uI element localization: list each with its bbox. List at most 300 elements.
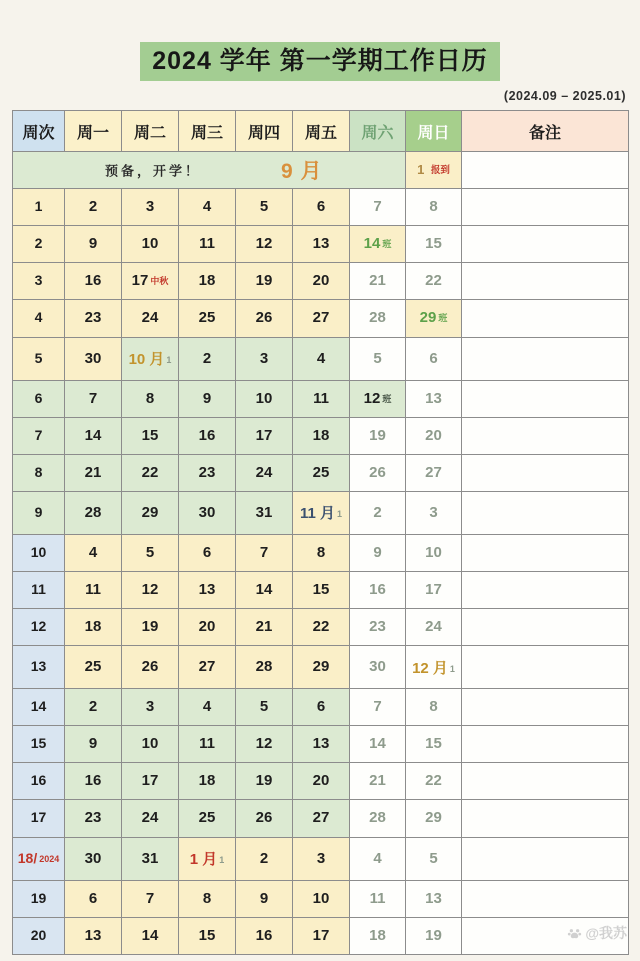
september-prep-note: 预备，开学！ <box>105 163 202 179</box>
header-friday: 周五 <box>293 111 350 152</box>
day-cell <box>65 837 122 880</box>
week-row-6 <box>13 380 629 417</box>
day-cell <box>236 917 293 954</box>
day-cell <box>179 800 236 837</box>
day-cell <box>406 534 462 571</box>
week-number-cell <box>13 337 65 380</box>
day-cell <box>350 689 406 726</box>
day-cell <box>122 534 179 571</box>
day-number: 2 <box>202 349 212 367</box>
day-cell <box>179 689 236 726</box>
remarks-cell <box>462 689 629 726</box>
day-number: 7 <box>88 389 98 407</box>
day-number: 12 月 <box>412 659 448 677</box>
day-number: 20 <box>425 426 442 444</box>
day-number: 19 <box>141 618 159 636</box>
day-cell <box>122 300 179 337</box>
day-cell <box>350 189 406 226</box>
day-number: 9 <box>259 889 269 907</box>
week-number: 16 <box>30 772 47 789</box>
day-cell <box>406 263 462 300</box>
day-cell <box>350 646 406 689</box>
day-cell <box>65 726 122 763</box>
day-cell <box>179 880 236 917</box>
day-number: 13 <box>312 235 330 253</box>
week-number: 9 <box>34 503 43 520</box>
day-cell <box>406 491 462 534</box>
day-number: 11 <box>85 580 101 598</box>
week-number: 2 <box>34 235 43 252</box>
remarks-cell <box>462 337 629 380</box>
day-cell <box>122 380 179 417</box>
header-thursday: 周四 <box>236 111 293 152</box>
day-cell <box>293 454 350 491</box>
day-number: 26 <box>141 658 159 676</box>
day-annotation: 1 <box>449 663 455 674</box>
day-cell <box>350 491 406 534</box>
week-number: 13 <box>30 658 47 675</box>
day-cell <box>179 337 236 380</box>
week-number: 17 <box>30 809 47 826</box>
day-cell <box>293 380 350 417</box>
day-cell <box>406 300 462 337</box>
remarks-cell <box>462 380 629 417</box>
day-cell <box>293 880 350 917</box>
watermark-text: @我苏 <box>585 925 627 941</box>
day-number: 17 <box>131 272 149 290</box>
day-cell <box>179 646 236 689</box>
day-cell <box>122 880 179 917</box>
day-number: 7 <box>145 889 155 907</box>
day-number: 16 <box>84 272 102 290</box>
day-annotation: 班 <box>438 313 448 324</box>
day-number: 18 <box>312 426 330 444</box>
day-cell <box>350 800 406 837</box>
day-cell <box>236 763 293 800</box>
day-cell <box>122 263 179 300</box>
week-number: 7 <box>34 426 43 443</box>
day-cell <box>293 337 350 380</box>
day-cell <box>293 417 350 454</box>
day-cell <box>350 226 406 263</box>
week-row-1 <box>13 189 629 226</box>
day-cell <box>179 226 236 263</box>
day-cell <box>236 417 293 454</box>
week-row-19 <box>13 880 629 917</box>
day-number: 24 <box>141 809 159 827</box>
day-cell <box>350 380 406 417</box>
header-week-number: 周次 <box>13 111 65 152</box>
header-remarks: 备注 <box>462 111 629 152</box>
day-cell <box>65 337 122 380</box>
day-number: 23 <box>369 618 386 636</box>
day-number: 30 <box>84 349 102 367</box>
day-number: 29 <box>141 503 159 521</box>
day-cell <box>65 880 122 917</box>
day-cell <box>122 837 179 880</box>
week-number-cell <box>13 454 65 491</box>
week-number-cell <box>13 880 65 917</box>
day-number: 24 <box>425 618 442 636</box>
day-number: 23 <box>84 309 102 327</box>
day-number: 2 <box>88 198 98 216</box>
day-cell <box>350 417 406 454</box>
day-number: 3 <box>145 698 155 716</box>
day-number: 10 <box>425 543 442 561</box>
header-saturday: 周六 <box>350 111 406 152</box>
day-cell <box>293 571 350 608</box>
remarks-cell <box>462 491 629 534</box>
day-number: 4 <box>202 698 212 716</box>
week-number: 14 <box>30 698 47 715</box>
day-number: 8 <box>145 389 155 407</box>
day-cell <box>293 917 350 954</box>
day-number: 14 <box>369 735 386 753</box>
day-cell <box>236 337 293 380</box>
day-cell <box>179 454 236 491</box>
header-sunday: 周日 <box>406 111 462 152</box>
day-cell <box>293 800 350 837</box>
remarks-cell <box>462 189 629 226</box>
day-annotation: 1 <box>337 509 343 520</box>
day-number: 1 <box>417 162 425 178</box>
day-number: 23 <box>198 463 216 481</box>
day-number: 22 <box>312 618 330 636</box>
day-cell <box>350 337 406 380</box>
day-number: 8 <box>202 889 212 907</box>
day-number: 3 <box>259 349 269 367</box>
paw-icon <box>567 926 582 941</box>
day-number: 9 <box>88 235 98 253</box>
day-number: 14 <box>255 580 273 598</box>
day-cell <box>406 380 462 417</box>
week-number-cell <box>13 534 65 571</box>
day-number: 22 <box>425 772 442 790</box>
day-number: 7 <box>373 198 382 216</box>
day-cell <box>293 726 350 763</box>
day-number: 27 <box>425 463 442 481</box>
remarks-cell <box>462 609 629 646</box>
day-cell <box>293 534 350 571</box>
day-cell <box>406 226 462 263</box>
day-number: 3 <box>145 198 155 216</box>
day-cell <box>293 300 350 337</box>
day-number: 27 <box>312 809 330 827</box>
day-cell <box>179 837 236 880</box>
day-cell <box>122 571 179 608</box>
day-number: 18 <box>369 926 386 944</box>
day-cell <box>65 454 122 491</box>
week-row-12 <box>13 609 629 646</box>
september-first-sunday-cell <box>406 152 462 189</box>
day-number: 24 <box>255 463 273 481</box>
september-month-row <box>13 152 629 189</box>
day-cell <box>122 189 179 226</box>
remarks-cell <box>462 763 629 800</box>
day-cell <box>406 917 462 954</box>
day-cell <box>65 491 122 534</box>
day-cell <box>406 337 462 380</box>
day-number: 2 <box>259 849 269 867</box>
remarks-cell <box>462 726 629 763</box>
week-row-7 <box>13 417 629 454</box>
week-row-13 <box>13 646 629 689</box>
day-cell <box>350 571 406 608</box>
day-number: 11 <box>199 735 215 753</box>
remarks-cell <box>462 263 629 300</box>
day-number: 30 <box>369 658 386 676</box>
day-cell <box>236 880 293 917</box>
week-number-cell <box>13 609 65 646</box>
day-cell <box>236 263 293 300</box>
week-number-cell <box>13 726 65 763</box>
header-monday: 周一 <box>65 111 122 152</box>
week-row-2 <box>13 226 629 263</box>
day-number: 28 <box>369 309 386 327</box>
week-number-cell <box>13 800 65 837</box>
week-row-11 <box>13 571 629 608</box>
week-number: 5 <box>34 349 43 366</box>
day-number: 18 <box>198 272 216 290</box>
day-number: 20 <box>312 272 330 290</box>
day-cell <box>406 571 462 608</box>
day-cell <box>65 534 122 571</box>
day-number: 29 <box>419 309 437 327</box>
day-cell <box>65 380 122 417</box>
day-cell <box>65 300 122 337</box>
day-cell <box>236 491 293 534</box>
day-number: 10 <box>141 235 159 253</box>
day-number: 14 <box>141 926 159 944</box>
remarks-cell <box>462 226 629 263</box>
week-number-cell <box>13 263 65 300</box>
day-cell <box>406 800 462 837</box>
day-cell <box>406 189 462 226</box>
day-number: 15 <box>425 735 442 753</box>
day-number: 25 <box>198 809 216 827</box>
day-cell <box>122 491 179 534</box>
day-number: 24 <box>141 309 159 327</box>
day-annotation: 1 <box>166 355 172 366</box>
day-cell <box>350 454 406 491</box>
day-number: 16 <box>84 772 102 790</box>
day-cell <box>406 609 462 646</box>
page-title: 2024 学年 第一学期工作日历 <box>140 42 500 81</box>
day-number: 4 <box>202 198 212 216</box>
week-number: 20 <box>30 926 47 943</box>
day-number: 6 <box>88 889 98 907</box>
day-number: 13 <box>425 389 442 407</box>
day-annotation: 班 <box>382 239 392 250</box>
remarks-cell <box>462 646 629 689</box>
day-number: 18 <box>198 772 216 790</box>
day-number: 26 <box>255 309 273 327</box>
day-number: 11 <box>313 389 329 407</box>
week-number-cell <box>13 763 65 800</box>
day-number: 10 <box>141 735 159 753</box>
day-number: 29 <box>425 809 442 827</box>
week-number-cell <box>13 837 65 880</box>
week-number: 6 <box>34 389 43 406</box>
day-cell <box>350 263 406 300</box>
day-number: 22 <box>425 272 442 290</box>
day-number: 30 <box>198 503 216 521</box>
day-number: 16 <box>369 580 386 598</box>
week-row-20 <box>13 917 629 954</box>
day-number: 11 月 <box>299 505 335 523</box>
day-cell <box>122 726 179 763</box>
day-annotation: 班 <box>382 393 392 404</box>
day-cell <box>236 571 293 608</box>
day-number: 26 <box>369 463 386 481</box>
day-number: 28 <box>369 809 386 827</box>
day-cell <box>65 417 122 454</box>
day-cell <box>236 837 293 880</box>
day-cell <box>179 534 236 571</box>
day-cell <box>406 689 462 726</box>
remarks-cell <box>462 534 629 571</box>
week-row-3 <box>13 263 629 300</box>
day-number: 7 <box>259 543 269 561</box>
week-row-16 <box>13 763 629 800</box>
day-cell <box>236 646 293 689</box>
day-number: 21 <box>369 272 386 290</box>
day-cell <box>65 800 122 837</box>
september-month-cell <box>13 152 406 189</box>
day-number: 12 <box>255 235 273 253</box>
day-cell <box>122 689 179 726</box>
day-cell <box>293 646 350 689</box>
day-number: 9 <box>202 389 212 407</box>
day-cell <box>122 917 179 954</box>
day-number: 28 <box>84 503 102 521</box>
day-number: 19 <box>369 426 386 444</box>
day-cell <box>65 226 122 263</box>
day-cell <box>179 917 236 954</box>
day-cell <box>65 571 122 608</box>
day-number: 28 <box>255 658 273 676</box>
remarks-cell <box>462 880 629 917</box>
day-number: 17 <box>141 772 159 790</box>
day-number: 15 <box>198 926 216 944</box>
day-cell <box>350 609 406 646</box>
day-number: 11 <box>199 235 215 253</box>
day-number: 8 <box>429 698 438 716</box>
day-annotation: 报到 <box>430 165 450 177</box>
day-number: 21 <box>255 618 273 636</box>
day-number: 9 <box>373 543 382 561</box>
day-cell <box>65 646 122 689</box>
day-number: 5 <box>259 698 269 716</box>
day-cell <box>236 689 293 726</box>
day-number: 4 <box>88 543 98 561</box>
day-cell <box>293 189 350 226</box>
september-month-label: 9 月 <box>281 160 323 184</box>
week-row-18 <box>13 837 629 880</box>
week-number: 1 <box>34 198 43 215</box>
day-cell <box>65 189 122 226</box>
remarks-cell <box>462 571 629 608</box>
day-number: 19 <box>255 272 273 290</box>
day-cell <box>65 609 122 646</box>
remarks-cell <box>462 300 629 337</box>
day-number: 13 <box>425 889 442 907</box>
day-cell <box>293 609 350 646</box>
day-cell <box>122 800 179 837</box>
week-number-cell <box>13 380 65 417</box>
day-number: 31 <box>141 849 159 867</box>
day-cell <box>293 763 350 800</box>
day-number: 2 <box>373 503 382 521</box>
week-number: 12 <box>30 618 47 635</box>
week-row-8 <box>13 454 629 491</box>
day-number: 5 <box>373 349 382 367</box>
day-number: 20 <box>198 618 216 636</box>
day-cell <box>122 454 179 491</box>
day-number: 13 <box>312 735 330 753</box>
day-cell <box>236 380 293 417</box>
day-number: 10 <box>255 389 273 407</box>
remarks-cell <box>462 417 629 454</box>
calendar-body <box>13 152 629 955</box>
day-cell <box>179 491 236 534</box>
day-number: 15 <box>425 235 442 253</box>
week-number: 19 <box>30 889 47 906</box>
day-cell <box>236 534 293 571</box>
watermark <box>567 923 627 943</box>
day-number: 14 <box>84 426 102 444</box>
day-number: 17 <box>255 426 273 444</box>
day-cell <box>179 300 236 337</box>
day-number: 25 <box>198 309 216 327</box>
week-number-cell <box>13 689 65 726</box>
week-number-cell <box>13 417 65 454</box>
calendar-header <box>13 111 629 152</box>
day-number: 21 <box>84 463 102 481</box>
day-cell <box>122 417 179 454</box>
week-row-5 <box>13 337 629 380</box>
day-number: 27 <box>198 658 216 676</box>
week-row-9 <box>13 491 629 534</box>
day-number: 10 月 <box>128 351 165 369</box>
header-row <box>13 111 629 152</box>
day-number: 17 <box>312 926 330 944</box>
day-cell <box>350 917 406 954</box>
day-cell <box>122 226 179 263</box>
header-tuesday: 周二 <box>122 111 179 152</box>
day-cell <box>406 646 462 689</box>
day-number: 12 <box>255 735 273 753</box>
day-number: 8 <box>316 543 326 561</box>
day-number: 5 <box>429 849 438 867</box>
day-cell <box>293 263 350 300</box>
day-number: 12 <box>141 580 159 598</box>
day-number: 12 <box>363 389 381 407</box>
day-cell <box>236 300 293 337</box>
week-number: 8 <box>34 463 43 480</box>
day-cell <box>293 226 350 263</box>
day-cell <box>179 380 236 417</box>
week-row-10 <box>13 534 629 571</box>
week-number: 11 <box>31 580 46 597</box>
week-number-cell <box>13 646 65 689</box>
day-number: 19 <box>425 926 442 944</box>
week-number-cell <box>13 189 65 226</box>
day-cell <box>350 837 406 880</box>
day-number: 16 <box>255 926 273 944</box>
day-number: 8 <box>429 198 438 216</box>
day-number: 7 <box>373 698 382 716</box>
